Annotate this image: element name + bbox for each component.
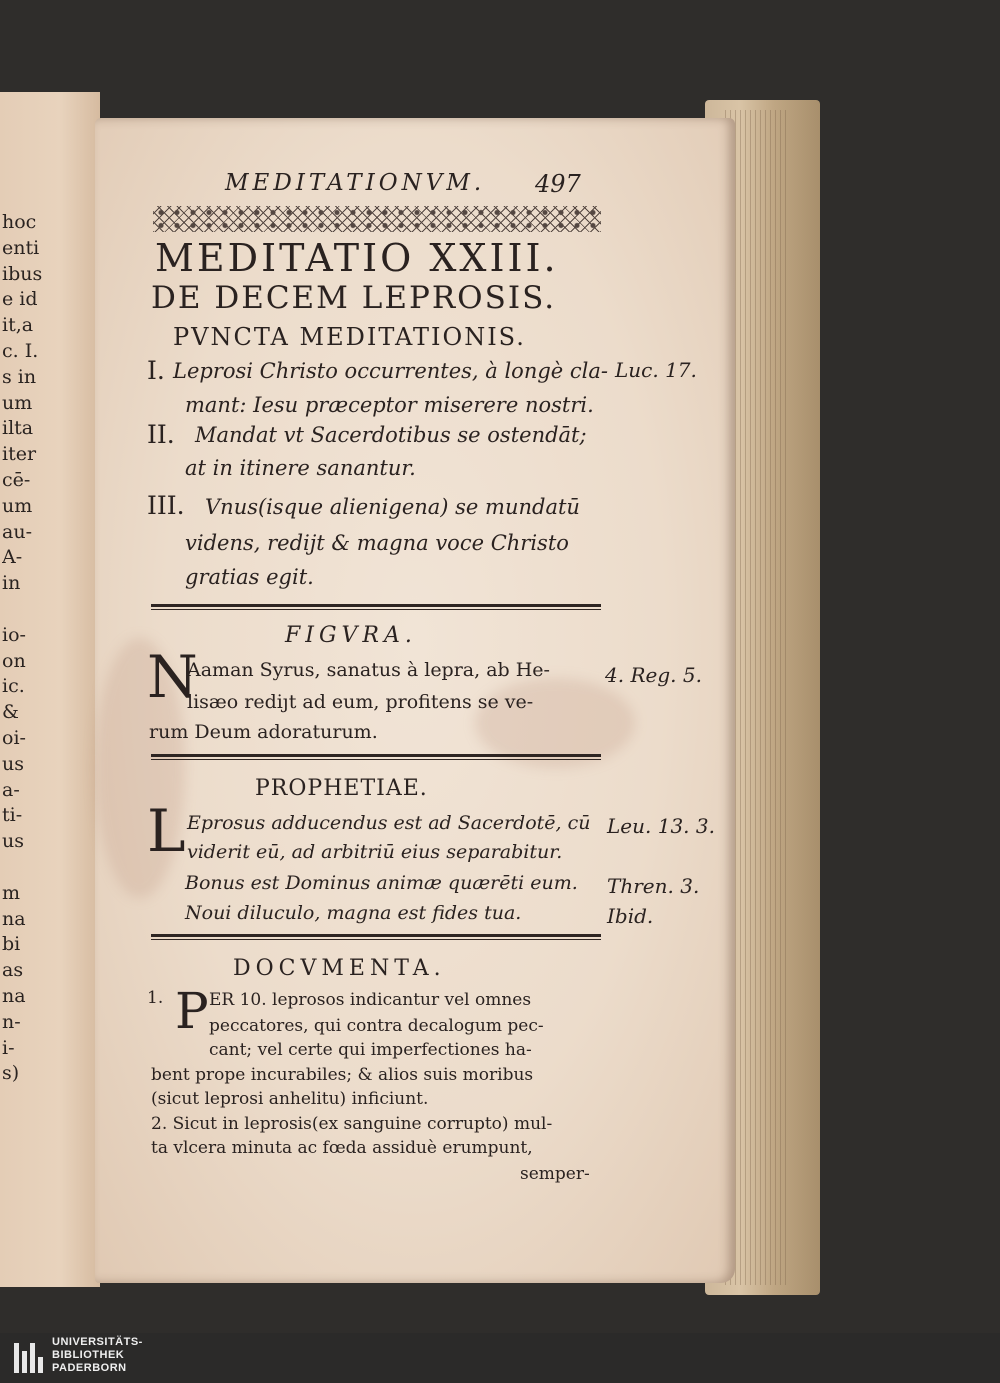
punctum-line: videns, redijt & magna voce Christo — [185, 531, 569, 555]
punctum-line: at in itinere sanantur. — [185, 456, 416, 480]
left-page-fragment: us — [2, 830, 24, 853]
left-page-fragment: i- — [2, 1036, 15, 1059]
puncta-heading: PVNCTA MEDITATIONIS. — [173, 323, 526, 351]
punctum-line: mant: Iesu præceptor miserere nostri. — [185, 393, 594, 417]
left-page-fragment — [2, 597, 46, 623]
left-page-fragment: iter — [2, 443, 37, 466]
left-page-fragment: & — [2, 701, 19, 724]
margin-reference: 4. Reg. 5. — [605, 663, 702, 687]
punctum-line: Leprosi Christo occurrentes, à longè cla- — [173, 359, 608, 383]
documentum-line: cant; vel certe qui imperfectiones ha- — [209, 1040, 532, 1060]
documentum-line: ER 10. leprosos indicantur vel omnes — [209, 990, 532, 1010]
margin-reference: Ibid. — [607, 904, 654, 928]
section-rule — [151, 754, 601, 760]
prophetiae-heading: PROPHETIAE. — [255, 776, 428, 801]
library-name-line: UNIVERSITÄTS- — [52, 1336, 143, 1348]
documentum-line: 2. Sicut in leprosis(ex sanguine corrupto) mul- — [151, 1114, 553, 1134]
left-page-fragment: ti- — [2, 804, 23, 827]
left-page-fragment: cē- — [2, 468, 31, 491]
left-page-fragment: ilta — [2, 417, 34, 440]
documentum-line: bent prope incurabiles; & alios suis moribus — [151, 1065, 534, 1085]
left-page-fragment: in — [2, 572, 21, 595]
figura-dropcap: N — [147, 643, 198, 711]
page-number: 497 — [535, 170, 581, 198]
left-page-fragment: enti — [2, 236, 40, 259]
left-page-fragment: it,a — [2, 314, 34, 337]
punctum-numeral: I. — [147, 356, 165, 385]
left-page-fragment: m — [2, 881, 21, 904]
left-page-fragment: as — [2, 959, 24, 982]
left-page-fragment: s in — [2, 365, 37, 388]
documenta-dropcap: P — [175, 982, 209, 1040]
figura-line: rum Deum adoraturum. — [149, 721, 378, 743]
punctum-line: Vnus(isque alienigena) se mundatū — [205, 495, 580, 519]
ornament-band — [153, 206, 601, 232]
left-page-fragment: ic. — [2, 675, 25, 698]
left-page-fragment: um — [2, 391, 33, 414]
prophetia-line: viderit eū, ad arbitriū eius separabitur. — [187, 841, 563, 863]
left-page-fragment: e id — [2, 288, 38, 311]
meditation-title: MEDITATIO XXIII. — [155, 236, 559, 280]
left-page-fragment: bi — [2, 933, 21, 956]
punctum-numeral: III. — [147, 491, 185, 520]
figura-heading: FIGVRA. — [285, 623, 417, 648]
punctum-line: gratias egit. — [185, 565, 314, 589]
documentum-line: (sicut leprosi anhelitu) inficiunt. — [151, 1089, 429, 1109]
left-page-fragment: n- — [2, 1010, 21, 1033]
left-page-fragment — [2, 1087, 46, 1113]
meditation-subtitle: DE DECEM LEPROSIS. — [151, 280, 557, 316]
figura-line: Aaman Syrus, sanatus à lepra, ab He- — [187, 659, 550, 681]
library-name-line: BIBLIOTHEK — [52, 1349, 125, 1361]
footer-bar — [0, 1333, 1000, 1383]
left-page-fragment: um — [2, 494, 33, 517]
left-page-fragment: us — [2, 752, 24, 775]
left-page-fragment: on — [2, 649, 26, 672]
catchword: semper- — [520, 1164, 590, 1184]
left-page-fragment: hoc — [2, 211, 37, 233]
prophetiae-dropcap: L — [147, 797, 186, 865]
left-page-fragment: a- — [2, 778, 20, 801]
left-page-fragment: oi- — [2, 726, 26, 749]
left-page-fragment: c. I. — [2, 339, 39, 362]
documentum-line: ta vlcera minuta ac fœda assiduè erumpunt, — [151, 1138, 533, 1158]
documentum-line: peccatores, qui contra decalogum pec- — [209, 1016, 544, 1036]
prophetia-line: Bonus est Dominus animæ quærēti eum. — [185, 872, 578, 894]
left-page-text-fragments — [2, 210, 46, 1113]
library-logo-icon — [14, 1343, 44, 1373]
figura-line: lisæo rediȷt ad eum, profitens se ve- — [187, 691, 534, 713]
left-page-fragment — [2, 855, 46, 881]
library-name-line: PADERBORN — [52, 1362, 127, 1374]
left-page-fragment: ibus — [2, 262, 43, 285]
left-page-fragment: io- — [2, 623, 26, 646]
left-page-fragment: na — [2, 907, 26, 930]
section-rule — [151, 934, 601, 940]
section-rule — [151, 604, 601, 610]
margin-reference: Thren. 3. — [607, 874, 700, 898]
left-page-fragment: au- — [2, 520, 32, 543]
left-page-fragment: na — [2, 984, 26, 1007]
left-page-fragment: s) — [2, 1062, 20, 1085]
prophetia-line: Noui diluculo, magna est fides tua. — [185, 902, 522, 924]
right-page — [95, 118, 735, 1283]
prophetia-line: Eprosus adducendus est ad Sacerdotē, cū — [187, 812, 591, 834]
margin-reference: Luc. 17. — [615, 358, 697, 382]
library-name — [52, 1336, 143, 1375]
left-page-fragment: A- — [2, 546, 23, 569]
running-head: MEDITATIONVM. — [225, 170, 486, 196]
documenta-heading: DOCVMENTA. — [233, 956, 446, 981]
punctum-numeral: II. — [147, 420, 175, 449]
left-page — [0, 92, 100, 1287]
punctum-line: Mandat vt Sacerdotibus se ostendāt; — [195, 423, 587, 447]
margin-reference: Leu. 13. 3. — [607, 814, 715, 838]
documentum-number: 1. — [147, 988, 164, 1008]
